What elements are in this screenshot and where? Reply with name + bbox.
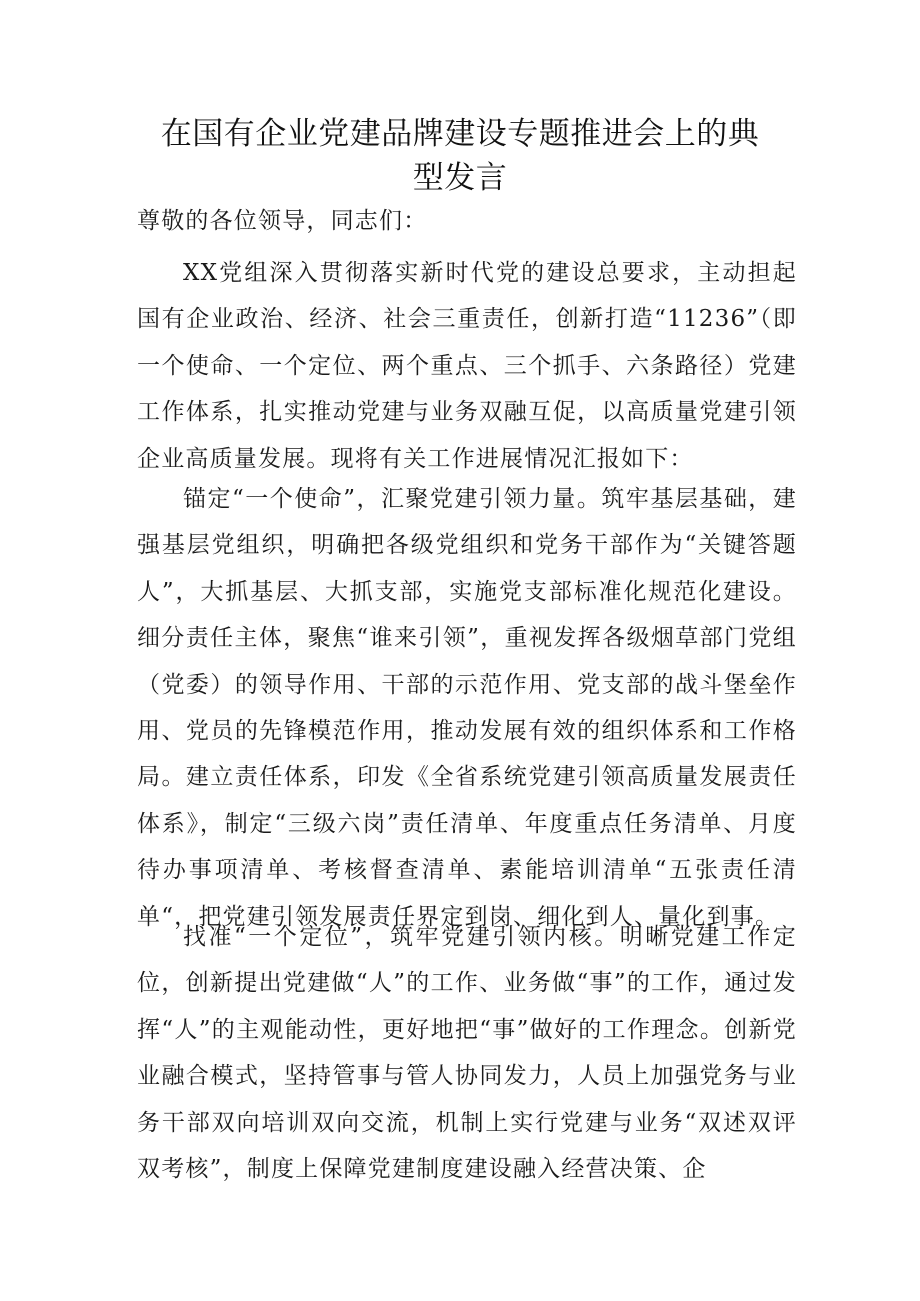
paragraph-positioning: 找准“一个定位”，筑牢党建引领内核。明晰党建工作定位，创新提出党建做“人”的工作、业务做“事”的工作，通过发挥“人”的主观能动性，更好地把“事”做好的工作理念。创新党业融合模式，坚持管事与管人协同发力，人员上加强党务与业务干部双向培训双向交流，机制上实行党建与业务“双述双评双考核”，制度上保障党建制度建设融入经营决策、企	[137, 924, 797, 1183]
salutation: 尊敬的各位领导，同志们：	[137, 208, 428, 234]
paragraph-intro: XX党组深入贯彻落实新时代党的建设总要求，主动担起国有企业政治、经济、社会三重责任，创新打造“11236”（即一个使命、一个定位、两个重点、三个抓手、六条路径）党建工作体系，扎实推动党建与业务双融互促，以高质量党建引领企业高质量发展。现将有关工作进展情况汇报如下：	[137, 260, 797, 472]
document-title-line-1: 在国有企业党建品牌建设专题推进会上的典	[160, 116, 760, 152]
document-title-line-2: 型发言	[412, 160, 508, 196]
paragraph-mission: 锚定“一个使命”，汇聚党建引领力量。筑牢基层基础，建强基层党组织，明确把各级党组织和党务干部作为“关键答题人”，大抓基层、大抓支部，实施党支部标准化规范化建设。细分责任主体，聚焦“谁来引领”，重视发挥各级烟草部门党组（党委）的领导作用、干部的示范作用、党支部的战斗堡垒作用、党员的先锋模范作用，推动发展有效的组织体系和工作格局。建立责任体系，印发《全省系统党建引领高质量发展责任体系》，制定“三级六岗”责任清单、年度重点任务清单、月度待办事项清单、考核督查清单、素能培训清单“五张责任清单“，把党建引领发展责任界定到岗、细化到人、量化到事。	[137, 486, 797, 930]
